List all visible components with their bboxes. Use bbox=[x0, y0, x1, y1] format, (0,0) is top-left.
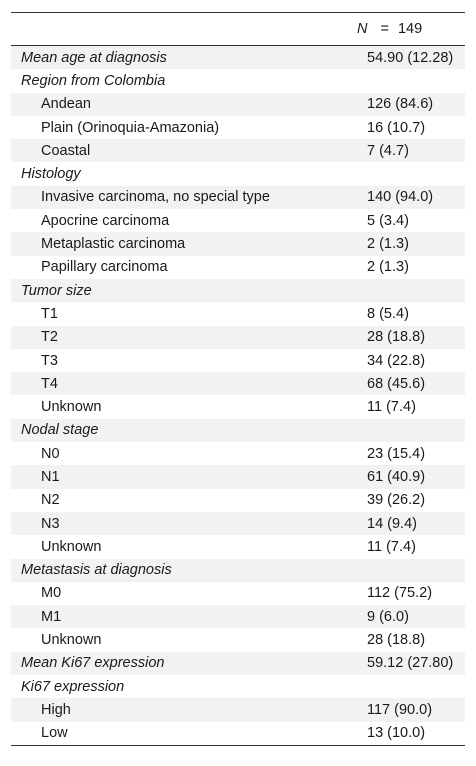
row-label: Andean bbox=[11, 93, 357, 116]
row-value: 14 (9.4) bbox=[357, 512, 465, 535]
row-label: T3 bbox=[41, 352, 58, 369]
section-label: Ki67 expression bbox=[21, 678, 125, 695]
header-row bbox=[11, 13, 465, 46]
section-label: Mean age at diagnosis bbox=[11, 46, 357, 70]
row-value: 5 (3.4) bbox=[367, 212, 409, 229]
row-value: 68 (45.6) bbox=[357, 372, 465, 395]
row-value: 59.12 (27.80) bbox=[357, 652, 465, 675]
row-value bbox=[357, 559, 465, 582]
row-value: 16 (10.7) bbox=[367, 119, 426, 136]
section-row bbox=[11, 559, 465, 582]
section-row bbox=[11, 69, 465, 92]
row-value bbox=[357, 675, 465, 698]
row-value bbox=[357, 279, 465, 302]
row-value: 23 (15.4) bbox=[367, 445, 426, 462]
row-value: 61 (40.9) bbox=[357, 465, 465, 488]
table-row bbox=[11, 535, 465, 558]
table-row bbox=[11, 698, 465, 721]
table-row bbox=[11, 722, 465, 746]
table-row bbox=[11, 209, 465, 232]
header-n-symbol: N bbox=[357, 21, 368, 37]
row-label: Unknown bbox=[41, 399, 102, 416]
table-row bbox=[11, 116, 465, 139]
row-label: N3 bbox=[11, 512, 357, 535]
row-label: M0 bbox=[41, 585, 62, 602]
table-header bbox=[11, 13, 465, 46]
table-row bbox=[11, 232, 465, 255]
section-label: Nodal stage bbox=[11, 419, 357, 442]
row-label: Apocrine carcinoma bbox=[41, 212, 170, 229]
table-row bbox=[11, 605, 465, 628]
row-label: Plain (Orinoquia-Amazonia) bbox=[41, 119, 220, 136]
row-label: N0 bbox=[41, 445, 60, 462]
row-label: T2 bbox=[11, 326, 357, 349]
table-row bbox=[11, 395, 465, 418]
section-row bbox=[11, 675, 465, 698]
row-value: 7 (4.7) bbox=[357, 139, 465, 162]
row-value: 8 (5.4) bbox=[367, 305, 409, 322]
section-row bbox=[11, 279, 465, 302]
row-label: N2 bbox=[41, 492, 60, 509]
row-label: Coastal bbox=[11, 139, 357, 162]
section-row bbox=[11, 162, 465, 185]
row-value: 28 (18.8) bbox=[357, 326, 465, 349]
table-row bbox=[11, 326, 465, 349]
table-row bbox=[11, 582, 465, 605]
row-label: Unknown bbox=[41, 632, 102, 649]
row-label: N1 bbox=[11, 465, 357, 488]
section-label: Histology bbox=[21, 166, 81, 183]
table-row bbox=[11, 489, 465, 512]
row-label: T1 bbox=[41, 305, 58, 322]
table-row bbox=[11, 93, 465, 116]
section-label: Region from Colombia bbox=[21, 72, 166, 89]
section-label: Metastasis at diagnosis bbox=[11, 559, 357, 582]
characteristics-table-container bbox=[11, 12, 465, 746]
row-value: 2 (1.3) bbox=[367, 259, 409, 276]
row-value: 117 (90.0) bbox=[357, 698, 465, 721]
row-value: 2 (1.3) bbox=[357, 232, 465, 255]
row-value bbox=[357, 419, 465, 442]
row-label: Unknown bbox=[41, 538, 102, 555]
row-value: 11 (7.4) bbox=[367, 538, 416, 555]
header-equals: = bbox=[380, 21, 389, 37]
row-value: 39 (26.2) bbox=[367, 492, 426, 509]
header-empty-cell bbox=[11, 13, 357, 46]
table-row bbox=[11, 442, 465, 465]
row-label: M1 bbox=[11, 605, 357, 628]
row-label: T4 bbox=[11, 372, 357, 395]
characteristics-table bbox=[11, 12, 465, 746]
row-label: High bbox=[11, 698, 357, 721]
table-body bbox=[11, 46, 465, 746]
row-value: 11 (7.4) bbox=[367, 399, 416, 416]
table-row bbox=[11, 139, 465, 162]
table-row bbox=[11, 628, 465, 651]
row-label: Papillary carcinoma bbox=[41, 259, 168, 276]
header-n-value: 149 bbox=[397, 21, 423, 37]
row-label: Metaplastic carcinoma bbox=[11, 232, 357, 255]
table-row bbox=[11, 372, 465, 395]
row-value: 140 (94.0) bbox=[357, 186, 465, 209]
row-value: 9 (6.0) bbox=[357, 605, 465, 628]
header-n-cell bbox=[357, 13, 465, 46]
row-value: 34 (22.8) bbox=[367, 352, 426, 369]
section-label: Tumor size bbox=[11, 279, 357, 302]
row-value: 28 (18.8) bbox=[367, 632, 426, 649]
row-value bbox=[357, 69, 465, 92]
row-value: 54.90 (12.28) bbox=[357, 46, 465, 70]
section-row bbox=[11, 46, 465, 70]
section-row bbox=[11, 419, 465, 442]
table-row bbox=[11, 256, 465, 279]
section-row bbox=[11, 652, 465, 675]
table-row bbox=[11, 186, 465, 209]
row-value bbox=[357, 162, 465, 185]
section-label: Mean Ki67 expression bbox=[11, 652, 357, 675]
table-row bbox=[11, 512, 465, 535]
table-row bbox=[11, 349, 465, 372]
row-label: Low bbox=[11, 722, 357, 746]
row-value: 126 (84.6) bbox=[357, 93, 465, 116]
row-value: 112 (75.2) bbox=[367, 585, 433, 602]
row-label: Invasive carcinoma, no special type bbox=[11, 186, 357, 209]
row-value: 13 (10.0) bbox=[357, 722, 465, 746]
table-row bbox=[11, 465, 465, 488]
table-row bbox=[11, 302, 465, 325]
